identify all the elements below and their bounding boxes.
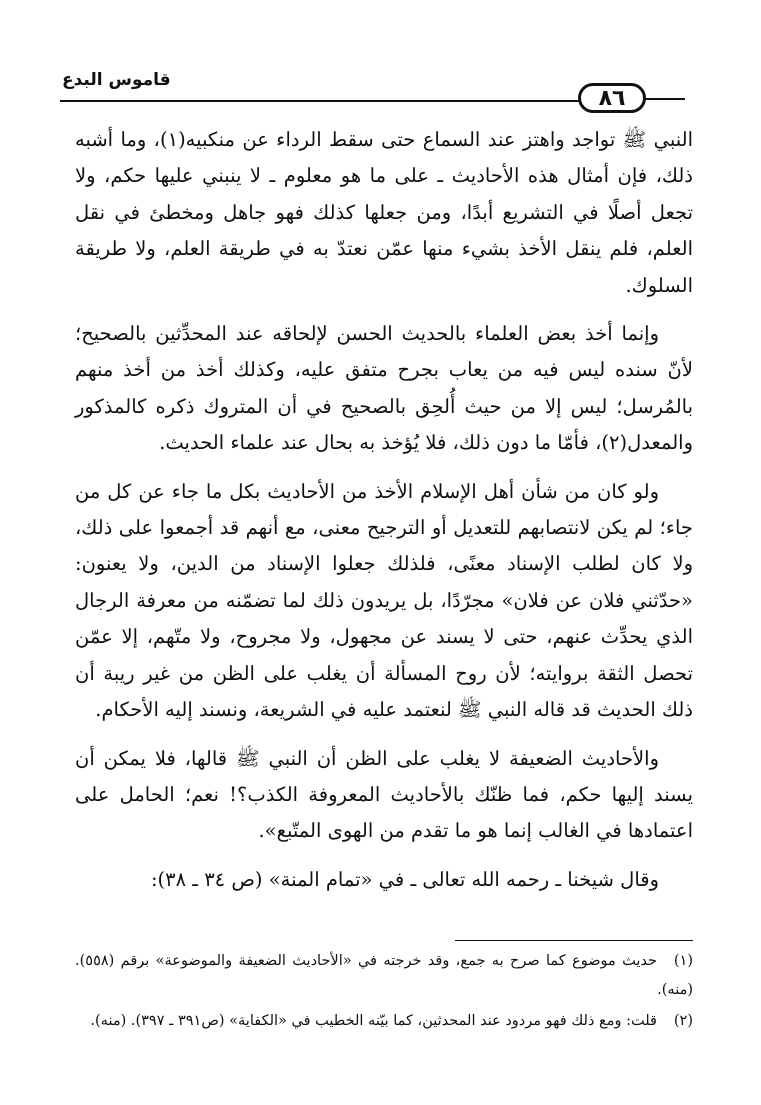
footnote-2 <box>75 1007 693 1036</box>
footnote-1-number: (١) <box>673 953 693 969</box>
header-rule <box>60 100 580 102</box>
paragraph-4: والأحاديث الضعيفة لا يغلب على الظن أن النبي ﷺ قالها، فلا يمكن أن يسند إليها حكم، فما ظنّك بالأحاديث المعروفة الكذب؟! نعم؛ الحامل على اعتمادها في الغالب إنما هو ما تقدم من الهوى المتّبع». <box>75 746 693 843</box>
page-number-badge: ٨٦ <box>578 83 646 113</box>
footnote-2-text: قلت: ومع ذلك فهو مردود عند المحدثين، كما بيّنه الخطيب في «الكفاية» (ص٣٩١ ـ ٣٩٧). (منه). <box>90 1013 657 1029</box>
paragraph-1: النبي ﷺ تواجد واهتز عند السماع حتى سقط الرداء عن منكبيه(١)، وما أشبه ذلك، فإن أمثال هذه الأحاديث ـ على ما هو معلوم ـ لا ينبني عليها حكم، ولا تجعل أصلًا في التشريع أبدًا، ومن جعلها كذلك فهو جاهل ومخطئ في نقل العلم، فلم ينقل الأخذ بشيء منها عمّن نعتدّ به في طريقة العلم، ولا طريقة السلوك. <box>75 128 693 297</box>
footnote-rule <box>455 940 693 941</box>
footnote-1-text: حديث موضوع كما صرح به جمع، وقد خرجته في «الأحاديث الضعيفة والموضوعة» برقم (٥٥٨). (منه). <box>75 953 693 998</box>
footnotes <box>75 947 693 1038</box>
footnote-2-number: (٢) <box>673 1013 693 1029</box>
paragraph-3: ولو كان من شأن أهل الإسلام الأخذ من الأحاديث بكل ما جاء عن كل من جاء؛ لم يكن لانتصابهم للتعديل أو الترجيح معنى، مع أنهم قد أجمعوا على ذلك، ولا كان لطلب الإسناد معنًى، فلذلك جعلوا الإسناد من الدين، ولا يعنون: «حدّثني فلان عن فلان» مجرّدًا، بل يريدون ذلك لما تضمّنه من معرفة الرجال الذي يحدِّث عنهم، حتى لا يسند عن مجهول، ولا مجروح، ولا متّهم، إلا عمّن تحصل الثقة بروايته؛ لأن روح المسألة أن يغلب على الظن من غير ريبة أن ذلك الحديث قد قاله النبي ﷺ لنعتمد عليه في الشريعة، ونسند إليه الأحكام. <box>75 479 693 722</box>
badge-tail <box>645 98 685 100</box>
main-body-text <box>75 122 693 910</box>
running-header-title: قاموس البدع <box>62 70 171 90</box>
footnote-1 <box>75 947 693 1005</box>
paragraph-5: وقال شيخنا ـ رحمه الله تعالى ـ في «تمام المنة» (ص ٣٤ ـ ٣٨): <box>150 867 659 891</box>
paragraph-2: وإنما أخذ بعض العلماء بالحديث الحسن لإلحاقه عند المحدِّثين بالصحيح؛ لأنّ سنده ليس فيه من يعاب بجرح متفق عليه، وكذلك أخذ من أخذ منهم بالمُرسل؛ ليس إلا من حيث أُلحِق بالصحيح في أن المتروك ذكره كالمذكور والمعدل(٢)، فأمّا ما دون ذلك، فلا يُؤخذ به بحال عند علماء الحديث. <box>75 322 693 455</box>
